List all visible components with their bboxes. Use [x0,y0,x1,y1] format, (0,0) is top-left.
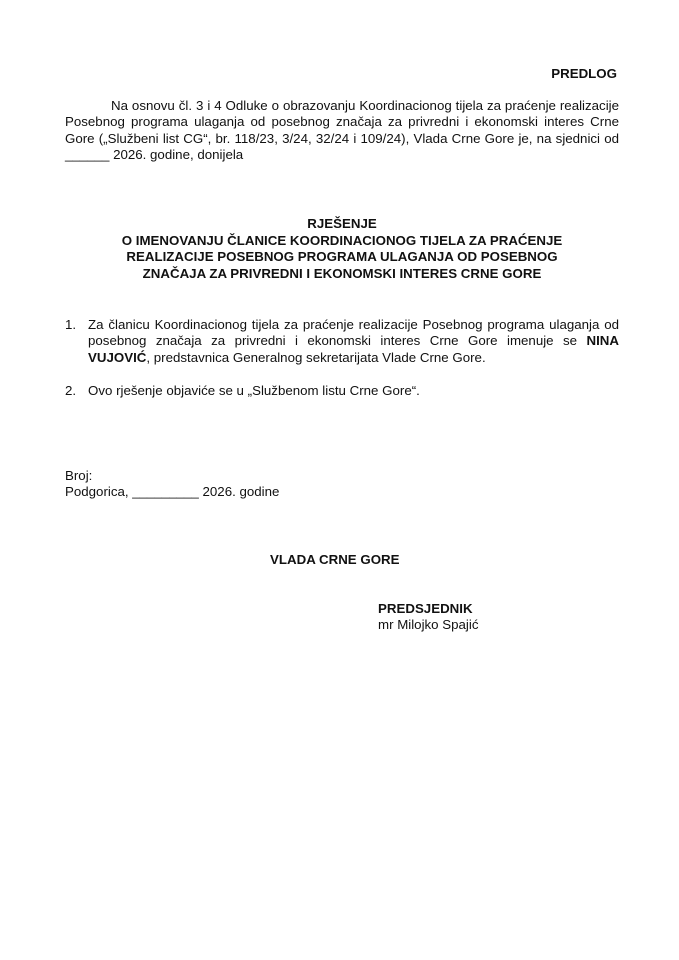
decision-title-line-3: REALIZACIJE POSEBNOG PROGRAMA ULAGANJA OD POSEBNOG [126,249,558,264]
list-item-text-after: , predstavnica Generalnog sekretarijata Vlade Crne Gore. [146,349,486,365]
decision-title-line-2: O IMENOVANJU ČLANICE KOORDINACIONOG TIJELA ZA PRAĆENJE [121,232,563,248]
list-item-number: 2. [65,382,77,398]
list-item-text-before: Za članicu Koordinacionog tijela za praćenje realizacije Posebnog programa ulaganja od posebnog značaja za privredni i ekonomski interes Crne Gore imenuje se [88,317,619,349]
signatory-role: PREDSJEDNIK [378,601,473,616]
list-item [65,383,619,399]
list-item-number: 1. [65,317,77,332]
decision-title-line-4: ZNAČAJA ZA PRIVREDNI I EKONOMSKI INTERES CRNE GORE [142,265,542,281]
reference-block [65,468,279,501]
issuing-authority: VLADA CRNE GORE [270,552,400,567]
decision-title-line-1: RJEŠENJE [307,216,377,231]
appointee-name: NINA VUJOVIĆ [88,333,619,365]
decision-title [65,216,619,282]
signature-block [378,601,479,634]
decision-items-list [65,317,619,399]
document-status-label: PREDLOG [551,66,617,81]
legal-basis-paragraph: Na osnovu čl. 3 i 4 Odluke o obrazovanju Koordinacionog tijela za praćenje realizacije Posebnog programa ulaganja od posebnog značaja za privredni i ekonomski interes Crne Gore („Službeni list CG“, br. 118/23, 3/24, 32/24 i 109/24), Vlada Crne Gore je, na sjednici od ______ 2026. godine, donijela [65,98,619,162]
place-date-line: Podgorica, _________ 2026. godine [65,484,280,500]
signatory-name: mr Milojko Spajić [378,617,479,633]
list-item-text: Ovo rješenje objaviće se u „Službenom listu Crne Gore“. [88,382,420,398]
reference-number-label: Broj: [65,468,93,483]
list-item [65,317,619,366]
